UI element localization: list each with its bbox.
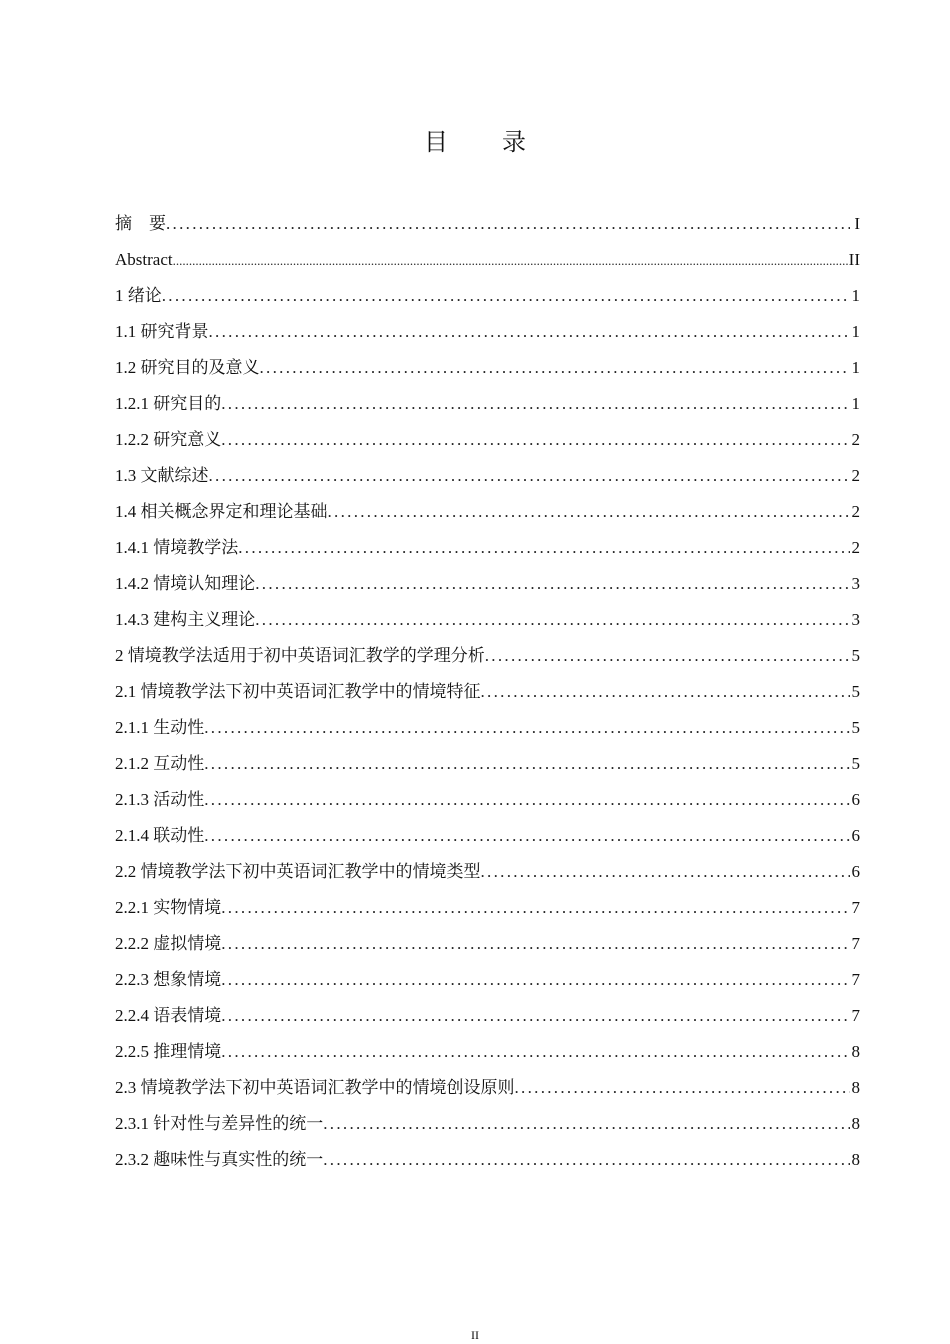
- toc-dot-leader: [204, 786, 850, 814]
- toc-entry[interactable]: [115, 606, 860, 642]
- toc-entry-label: 1.4.3 建构主义理论: [115, 610, 256, 629]
- toc-entry-page: 7: [851, 1006, 860, 1025]
- toc-entry-label: 2.2.5 推理情境: [115, 1042, 222, 1061]
- toc-entry-label: 2.1.2 互动性: [115, 754, 205, 773]
- toc-entry-page: 7: [851, 970, 860, 989]
- toc-entry-page: II: [848, 250, 860, 269]
- toc-entry-page: 8: [851, 1078, 860, 1097]
- toc-entry-label: 1.2.2 研究意义: [115, 430, 222, 449]
- toc-dot-leader: [485, 642, 850, 670]
- toc-entry-page: 1: [851, 322, 860, 341]
- toc-dot-leader: [221, 966, 850, 994]
- toc-entry-label: 2.3.2 趣味性与真实性的统一: [115, 1150, 324, 1169]
- toc-dot-leader: [481, 678, 851, 706]
- toc-entry-page: 7: [851, 934, 860, 953]
- toc-dot-leader: [515, 1074, 851, 1102]
- toc-entry-page: I: [854, 214, 860, 233]
- toc-entry[interactable]: [115, 822, 860, 858]
- toc-entry[interactable]: [115, 966, 860, 1002]
- table-of-contents: [115, 210, 860, 1182]
- toc-entry-page: 2: [851, 538, 860, 557]
- toc-entry-page: 8: [851, 1150, 860, 1169]
- toc-dot-leader: [221, 894, 850, 922]
- toc-entry[interactable]: [115, 1110, 860, 1146]
- toc-entry-label: 2.3.1 针对性与差异性的统一: [115, 1114, 324, 1133]
- toc-entry[interactable]: [115, 858, 860, 894]
- toc-entry[interactable]: [115, 750, 860, 786]
- toc-entry-label: 2.2.2 虚拟情境: [115, 934, 222, 953]
- toc-dot-leader: [221, 930, 850, 958]
- toc-entry[interactable]: [115, 426, 860, 462]
- toc-entry-page: 7: [851, 898, 860, 917]
- toc-entry-page: 2: [851, 430, 860, 449]
- toc-entry[interactable]: [115, 318, 860, 354]
- toc-dot-leader: [238, 534, 850, 562]
- toc-entry-label: 2 情境教学法适用于初中英语词汇教学的学理分析: [115, 646, 485, 665]
- toc-entry[interactable]: [115, 894, 860, 930]
- toc-entry-page: 5: [851, 754, 860, 773]
- toc-entry-label: 1.3 文献综述: [115, 466, 209, 485]
- toc-entry-label: 2.1.3 活动性: [115, 790, 205, 809]
- toc-entry-page: 1: [851, 286, 860, 305]
- toc-entry-page: 2: [851, 466, 860, 485]
- toc-dot-leader: [173, 247, 849, 275]
- toc-entry[interactable]: [115, 390, 860, 426]
- toc-entry-page: 6: [851, 826, 860, 845]
- toc-dot-leader: [255, 570, 850, 598]
- toc-dot-leader: [166, 210, 850, 238]
- toc-dot-leader: [162, 282, 850, 310]
- toc-entry-label: 2.1 情境教学法下初中英语词汇教学中的情境特征: [115, 682, 481, 701]
- toc-dot-leader: [328, 498, 851, 526]
- toc-entry-label: 2.1.1 生动性: [115, 718, 205, 737]
- toc-entry-label: 1.2 研究目的及意义: [115, 358, 260, 377]
- toc-entry-label: 1.4.2 情境认知理论: [115, 574, 256, 593]
- page-title: 目 录: [424, 130, 550, 156]
- toc-dot-leader: [323, 1110, 850, 1138]
- toc-entry[interactable]: [115, 1146, 860, 1182]
- toc-entry[interactable]: [115, 534, 860, 570]
- toc-entry-page: 5: [851, 646, 860, 665]
- toc-entry-page: 8: [851, 1114, 860, 1133]
- toc-entry[interactable]: [115, 498, 860, 534]
- toc-dot-leader: [209, 462, 851, 490]
- toc-entry[interactable]: [115, 210, 860, 246]
- toc-entry-label: 2.1.4 联动性: [115, 826, 205, 845]
- toc-entry[interactable]: [115, 282, 860, 318]
- toc-dot-leader: [255, 606, 850, 634]
- toc-entry-label: 2.2.1 实物情境: [115, 898, 222, 917]
- toc-entry[interactable]: [115, 930, 860, 966]
- toc-dot-leader: [260, 354, 851, 382]
- toc-dot-leader: [221, 390, 850, 418]
- toc-entry-page: 5: [851, 682, 860, 701]
- toc-dot-leader: [221, 426, 850, 454]
- toc-entry[interactable]: [115, 1002, 860, 1038]
- toc-dot-leader: [221, 1038, 850, 1066]
- toc-entry[interactable]: [115, 1038, 860, 1074]
- toc-entry-page: 3: [851, 574, 860, 593]
- toc-entry-label: 1 绪论: [115, 286, 162, 305]
- toc-dot-leader: [204, 750, 850, 778]
- toc-entry-label: 2.2 情境教学法下初中英语词汇教学中的情境类型: [115, 862, 481, 881]
- toc-entry[interactable]: [115, 570, 860, 606]
- toc-dot-leader: [481, 858, 851, 886]
- toc-entry-page: 8: [851, 1042, 860, 1061]
- toc-dot-leader: [204, 714, 850, 742]
- toc-entry[interactable]: [115, 462, 860, 498]
- toc-entry[interactable]: [115, 246, 860, 282]
- toc-entry[interactable]: [115, 354, 860, 390]
- toc-dot-leader: [323, 1146, 850, 1174]
- toc-entry[interactable]: [115, 678, 860, 714]
- toc-dot-leader: [204, 822, 850, 850]
- toc-entry-label: 2.3 情境教学法下初中英语词汇教学中的情境创设原则: [115, 1078, 515, 1097]
- toc-entry-page: 6: [851, 862, 860, 881]
- toc-entry[interactable]: [115, 1074, 860, 1110]
- toc-dot-leader: [221, 1002, 850, 1030]
- toc-dot-leader: [209, 318, 851, 346]
- toc-entry[interactable]: [115, 714, 860, 750]
- toc-entry-page: 2: [851, 502, 860, 521]
- toc-entry-page: 1: [851, 358, 860, 377]
- toc-entry-label: 2.2.4 语表情境: [115, 1006, 222, 1025]
- toc-entry-page: 3: [851, 610, 860, 629]
- toc-entry-label: Abstract: [115, 250, 173, 269]
- toc-entry-label: 1.1 研究背景: [115, 322, 209, 341]
- toc-entry-label: 1.4 相关概念界定和理论基础: [115, 502, 328, 521]
- toc-entry-label: 1.2.1 研究目的: [115, 394, 222, 413]
- toc-entry-label: 摘 要: [115, 214, 166, 233]
- page-number: II: [471, 1328, 479, 1342]
- toc-entry[interactable]: [115, 642, 860, 678]
- toc-entry-label: 2.2.3 想象情境: [115, 970, 222, 989]
- toc-entry-page: 6: [851, 790, 860, 809]
- toc-entry-page: 1: [851, 394, 860, 413]
- toc-entry-page: 5: [851, 718, 860, 737]
- toc-entry[interactable]: [115, 786, 860, 822]
- toc-entry-label: 1.4.1 情境教学法: [115, 538, 239, 557]
